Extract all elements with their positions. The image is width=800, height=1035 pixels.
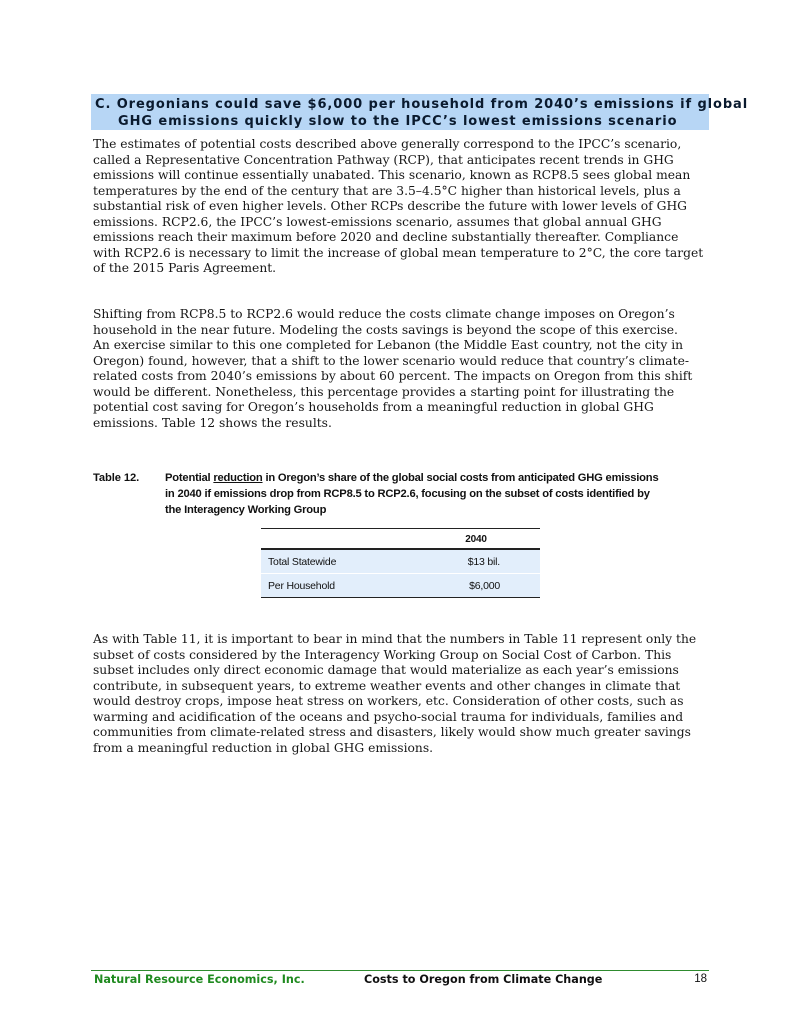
table-12 [261,528,540,598]
text-line: substantial risk of even higher levels. Other RCPs describe the future with lower levels of GHG [93,199,688,213]
text-line: As with Table 11, it is important to bear in mind that the numbers in Table 11 represent only the [93,632,697,646]
text-line: warming and acidification of the oceans and psycho-social trauma for individuals, families and [93,709,684,724]
text-line: called a Representative Concentration Pathway (RCP), that anticipates recent trends in GHG [93,152,674,167]
text-line: temperatures by the end of the century that are 3.5–4.5°C higher than historical levels, plus a [93,183,681,198]
text-line: of the 2015 Paris Agreement. [93,261,277,275]
caption-line-3: the Interagency Working Group [165,504,327,516]
row-label: Total Statewide [268,556,337,568]
text-line: Oregon) found, however, that a shift to the lower scenario would reduce that country’s climate- [93,353,690,368]
caption-underlined-word: reduction [213,472,263,484]
text-line: emissions. Table 12 shows the results. [93,415,332,430]
text-line: communities from climate-related stress and disasters, likely would show much greater savings [93,725,691,739]
text-line: emissions will continue essentially unabated. This scenario, known as RCP8.5 sees global mean [93,168,691,182]
text-line: would destroy crops, impose heat stress on workers, etc. Consideration of other costs, such as [93,694,684,708]
section-heading [91,94,749,130]
row-value: $6,000 [469,580,500,592]
footer-organization: Natural Resource Economics, Inc. [94,973,305,986]
section-heading-line-2: GHG emissions quickly slow to the IPCC’s lowest emissions scenario [118,114,678,129]
text-line: would be different. Nonetheless, this percentage provides a starting point for illustrating the [93,384,675,399]
table-row [261,574,540,598]
paragraph-shifting-scenarios [93,307,709,431]
caption-line-2: in 2040 if emissions drop from RCP8.5 to RCP2.6, focusing on the subset of costs identified by [165,488,650,500]
footer-report-title: Costs to Oregon from Climate Change [364,973,603,986]
paragraph-subset-costs [93,632,709,756]
section-heading-line-1: C. Oregonians could save $6,000 per household from 2040’s emissions if global [95,97,749,112]
caption-suffix: in Oregon’s share of the global social costs from anticipated GHG emissions [262,472,659,484]
text-line: emissions reach their maximum before 2020 and decline substantially thereafter. Compliance [93,230,679,244]
paragraph-rcp-scenarios [93,137,709,277]
text-line: emissions. RCP2.6, the IPCC’s lowest-emissions scenario, assumes that global annual GHG [93,214,662,229]
text-line: The estimates of potential costs described above generally correspond to the IPCC’s scenario, [93,137,682,151]
caption-prefix: Potential [165,472,214,484]
page-number: 18 [694,973,707,985]
table-header-row [261,528,540,550]
table-row [261,550,540,573]
text-line: potential cost saving for Oregon’s households from a meaningful reduction in global GHG [93,400,654,414]
text-line: related costs from 2040’s emissions by about 60 percent. The impacts on Oregon from this shift [93,369,693,383]
text-line: An exercise similar to this one completed for Lebanon (the Middle East country, not the city in [93,338,684,352]
text-line: Shifting from RCP8.5 to RCP2.6 would reduce the costs climate change imposes on Oregon’s [93,307,675,321]
text-line: subset includes only direct economic damage that would materialize as each year’s emissions [93,663,679,677]
table-caption [165,470,715,518]
caption-line-1 [165,470,715,486]
text-line: with RCP2.6 is necessary to limit the increase of global mean temperature to 2°C, the core target [93,245,704,260]
column-header-2040: 2040 [465,534,487,545]
text-line: household in the near future. Modeling the costs savings is beyond the scope of this exercise. [93,322,678,337]
text-line: subset of costs considered by the Interagency Working Group on Social Cost of Carbon. This [93,647,672,662]
text-line: from a meaningful reduction in global GHG emissions. [93,740,434,755]
table-number: Table 12. [93,472,140,484]
row-value: $13 bil. [467,556,500,568]
text-line: contribute, in subsequent years, to extreme weather events and other changes in climate that [93,678,681,693]
row-label: Per Household [268,580,335,592]
footer-rule [91,970,709,971]
